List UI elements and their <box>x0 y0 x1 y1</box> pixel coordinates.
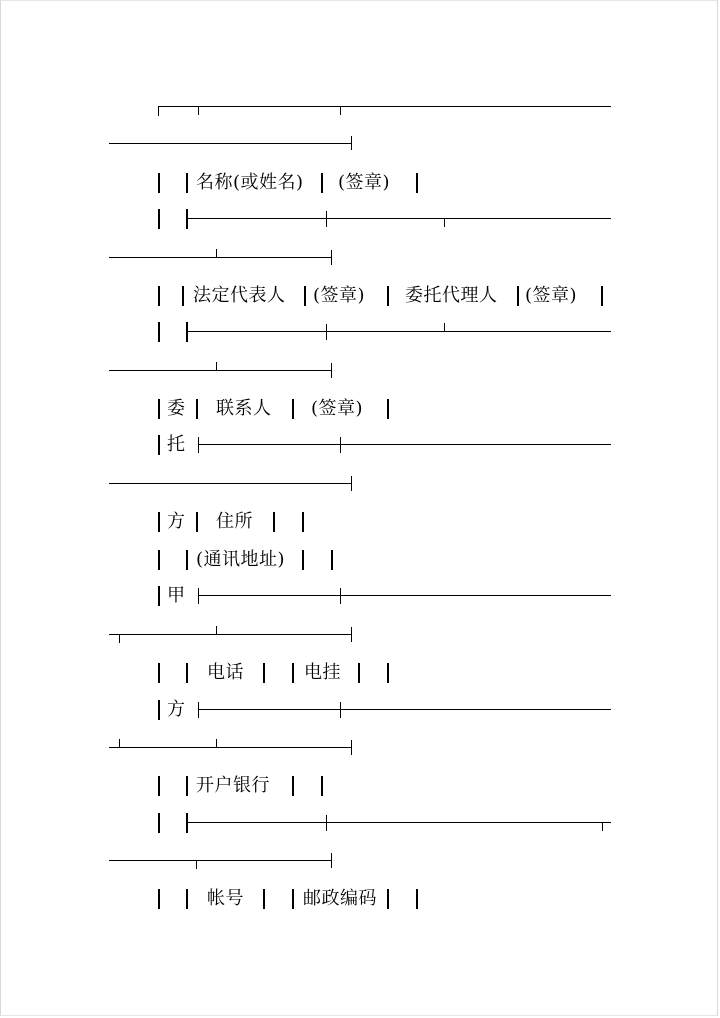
side-char: 甲 <box>167 585 186 606</box>
table-rule-tick <box>198 702 199 718</box>
name-sign: (签章) <box>338 172 391 193</box>
legal-rep-label: 法定代表人 <box>193 285 286 306</box>
table-border <box>292 776 294 796</box>
table-border <box>182 286 184 306</box>
table-rule-tick <box>216 362 217 371</box>
table-border <box>196 512 198 532</box>
table-rule-tick <box>340 437 341 453</box>
side-char: 委 <box>167 398 186 419</box>
table-border <box>292 889 294 909</box>
table-rule <box>188 331 611 332</box>
address-sub: (通讯地址) <box>196 549 286 570</box>
table-border <box>292 399 294 419</box>
account-label: 帐号 <box>207 888 244 909</box>
table-rule-tick <box>198 437 199 453</box>
table-border <box>158 286 160 306</box>
agent-sign: (签章) <box>525 285 578 306</box>
table-border <box>263 889 265 909</box>
side-char: 托 <box>167 434 186 455</box>
table-border <box>158 435 160 455</box>
table-border <box>416 173 418 193</box>
table-rule-tick <box>351 136 352 150</box>
table-rule-tick <box>331 363 332 378</box>
table-border <box>321 173 323 193</box>
table-rule-tick <box>216 249 217 258</box>
table-border <box>387 889 389 909</box>
table-rule-tick <box>119 634 120 643</box>
table-border <box>186 322 188 342</box>
table-rule <box>109 257 332 258</box>
table-rule-tick <box>198 106 199 115</box>
table-rule <box>198 709 611 710</box>
table-rule-tick <box>331 853 332 868</box>
table-rule-tick <box>351 740 352 755</box>
table-border <box>387 399 389 419</box>
bank-label: 开户银行 <box>196 775 270 796</box>
table-border <box>158 399 160 419</box>
table-border <box>304 286 306 306</box>
table-rule <box>109 634 352 635</box>
table-border <box>158 322 160 342</box>
table-rule <box>198 595 611 596</box>
table-border <box>186 663 188 683</box>
table-border <box>158 586 160 606</box>
table-rule-tick <box>216 739 217 748</box>
table-rule-tick <box>326 815 327 831</box>
table-rule-tick <box>444 323 445 332</box>
table-border <box>158 663 160 683</box>
name-label: 名称(或姓名) <box>196 172 304 193</box>
table-border <box>196 399 198 419</box>
table-rule-tick <box>340 702 341 718</box>
table-rule-tick <box>351 476 352 491</box>
table-rule-tick <box>196 860 197 869</box>
table-rule-tick <box>444 218 445 227</box>
agent-label: 委托代理人 <box>405 285 498 306</box>
table-border <box>186 813 188 833</box>
address-label: 住所 <box>216 511 253 532</box>
table-rule-tick <box>602 822 603 831</box>
side-char: 方 <box>167 699 186 720</box>
table-border <box>158 550 160 570</box>
table-border <box>321 776 323 796</box>
table-rule-tick <box>326 324 327 340</box>
phone-label: 电话 <box>207 662 244 683</box>
table-border <box>158 889 160 909</box>
table-rule-tick <box>119 739 120 748</box>
table-border <box>517 286 519 306</box>
table-border <box>158 173 160 193</box>
table-rule <box>109 483 352 484</box>
table-border <box>331 550 333 570</box>
table-border <box>358 663 360 683</box>
table-border <box>387 663 389 683</box>
table-border <box>186 550 188 570</box>
table-rule-tick <box>340 106 341 115</box>
table-border <box>263 663 265 683</box>
table-rule-tick <box>331 250 332 265</box>
contact-label: 联系人 <box>216 398 272 419</box>
table-rule <box>109 860 332 861</box>
table-border <box>186 776 188 796</box>
table-rule-tick <box>340 588 341 604</box>
table-rule <box>188 218 611 219</box>
table-border <box>186 889 188 909</box>
table-border <box>158 512 160 532</box>
table-rule <box>109 747 352 748</box>
table-rule-tick <box>198 588 199 604</box>
legal-rep-sign: (签章) <box>313 285 366 306</box>
table-rule <box>109 370 332 371</box>
table-border <box>302 550 304 570</box>
side-char: 方 <box>167 511 186 532</box>
table-rule <box>198 444 611 445</box>
table-border <box>273 512 275 532</box>
table-rule-tick <box>351 627 352 642</box>
table-border <box>186 209 188 229</box>
table-border <box>302 512 304 532</box>
table-border <box>387 286 389 306</box>
table-border <box>601 286 603 306</box>
table-border <box>158 700 160 720</box>
table-border <box>292 663 294 683</box>
table-rule <box>109 143 352 144</box>
table-rule-tick <box>158 106 159 116</box>
contact-sign: (签章) <box>311 398 364 419</box>
table-border <box>158 209 160 229</box>
postcode-label: 邮政编码 <box>303 888 377 909</box>
telex-label: 电挂 <box>304 662 341 683</box>
table-rule-tick <box>216 626 217 635</box>
table-border <box>416 889 418 909</box>
table-border <box>186 173 188 193</box>
table-border <box>158 776 160 796</box>
table-rule <box>158 106 611 107</box>
table-border <box>158 813 160 833</box>
table-rule <box>188 822 611 823</box>
table-rule-tick <box>326 211 327 227</box>
